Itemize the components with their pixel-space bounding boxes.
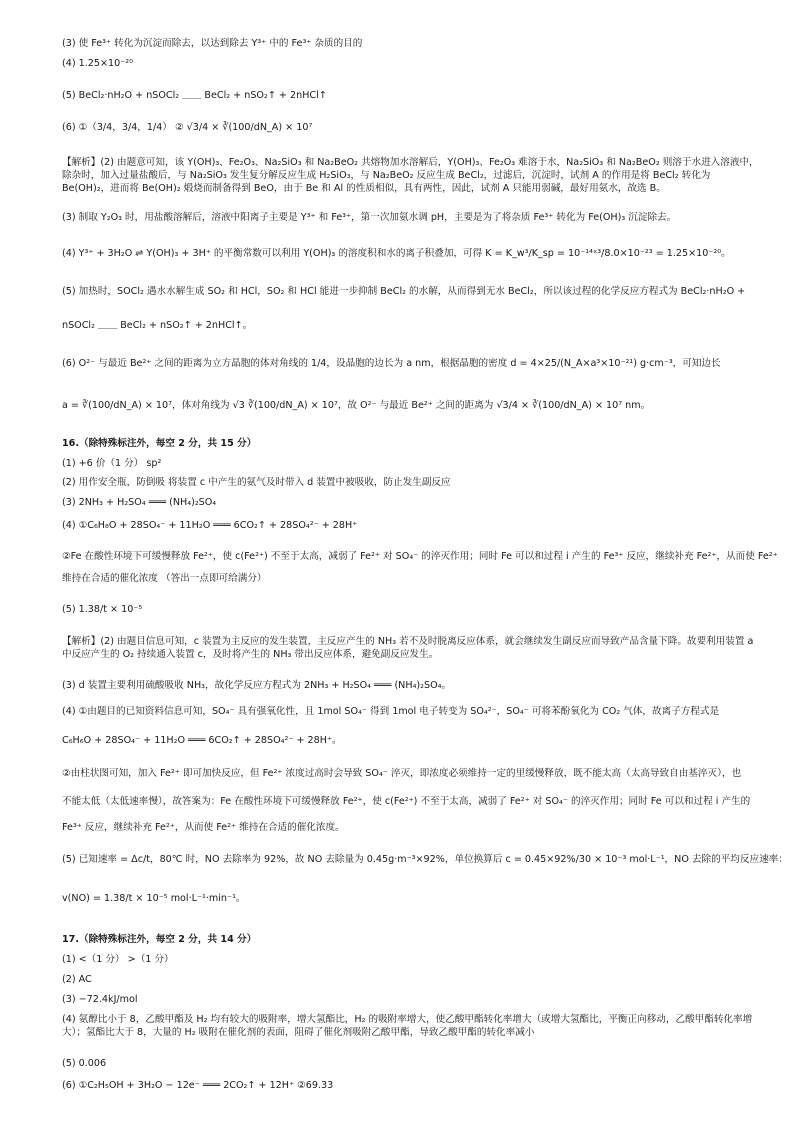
- analysis-16-4-2-end: Fe³⁺ 反应，继续补充 Fe²⁺，从而使 Fe²⁺ 维持在合适的催化浓度。: [62, 822, 345, 833]
- analysis-16-5-rate: v(NO) = 1.38/t × 10⁻⁵ mol·L⁻¹·min⁻¹。: [62, 893, 246, 904]
- analysis-15-6-distance: a = ∛(100/dN_A) × 10⁷，体对角线为 √3 ∛(100/dN_A) × 10⁷，故 O²⁻ 与最近 Be²⁺ 之间的距离为 √3/4 × ∛(100/dN_A) × 10⁷ nm。: [62, 400, 651, 411]
- analysis-16-2: 【解析】(2) 由题目信息可知，c 装置为主反应的发生装置，主反应产生的 NH₃ 若不及时脱离反应体系，就会继续发生副反应而导致产品含量下降。故要利用装置 a 中反应产生的 O₂ 持续通入装置 c，及时将产生的 NH₃ 带出反应体系，避免副反应发生。: [62, 636, 754, 660]
- analysis-16-5: (5) 已知速率 = Δc/t，80℃ 时，NO 去除率为 92%，故 NO 去除量为 0.45g·m⁻³×92%，单位换算后 c = 0.45×92%/30 × 10⁻³ mol·L⁻¹，NO 去除的平均反应速率：: [62, 854, 788, 865]
- answer-16-4-2: ②Fe 在酸性环境下可缓慢释放 Fe²⁺，使 c(Fe²⁺) 不至于太高，减弱了 Fe²⁺ 对 SO₄⁻ 的淬灭作用；同时 Fe 可以和过程 i 产生的 Fe³⁺ 反应，继续补充 Fe²⁺，从而使 Fe²⁺: [62, 551, 778, 562]
- analysis-15-5: (5) 加热时，SOCl₂ 遇水水解生成 SO₂ 和 HCl，SO₂ 和 HCl 能进一步抑制 BeCl₂ 的水解，从而得到无水 BeCl₂，所以该过程的化学反应方程式为 BeCl₂·nH₂O +: [62, 286, 746, 297]
- answer-17-1: (1) <（1 分） >（1 分）: [62, 954, 174, 965]
- analysis-16-4-1: (4) ①由题目的已知资料信息可知，SO₄⁻ 具有强氧化性，且 1mol SO₄⁻ 得到 1mol 电子转变为 SO₄²⁻，SO₄⁻ 可将苯酚氧化为 CO₂ 气体，故离子方程式是: [62, 706, 720, 717]
- answer-16-4-2-cont: 维持在合适的催化浓度 （答出一点即可给满分）: [62, 573, 267, 584]
- analysis-15-5-equation: nSOCl₂ ＿＿ BeCl₂ + nSO₂↑ + 2nHCl↑。: [62, 320, 253, 331]
- answer-16-3: (3) 2NH₃ + H₂SO₄ ═══ (NH₄)₂SO₄: [62, 497, 217, 508]
- answer-17-4: (4) 氨醇比小于 8，乙酸甲酯及 H₂ 均有较大的吸附率，增大氢酯比，H₂ 的吸附率增大，使乙酸甲酯转化率增大（或增大氢酯比，平衡正向移动，乙酸甲酯转化率增大）；氢酯比大于 8，大量的 H₂ 吸附在催化剂的表面，阻碍了催化剂吸附乙酸甲酯，导致乙酸甲酯的转化率减小: [62, 1014, 753, 1038]
- analysis-15-2: 【解析】(2) 由题意可知，该 Y(OH)₃、Fe₂O₃、Na₂SiO₃ 和 Na₂BeO₂ 共熔物加水溶解后，Y(OH)₃、Fe₂O₃ 难溶于水，Na₂SiO₃ 和 Na₂BeO₂ 则溶于水进入溶液中，除杂时，加入过量盐酸后，与 Na₂SiO₃ 发生复分解反应生成 H₂SiO₃，与 Na₂BeO₂ 反应生成 BeCl₂，过滤后，沉淀时，试剂 A 的作用是将 BeCl₂ 转化为 Be(OH)₂，进而将 Be(OH)₂ 煅烧而制备得到 BeO，由于 Be 和 Al 的性质相似，具有两性，因此，试剂 A 只能用弱碱，最好用氨水，故选 B。: [62, 157, 759, 194]
- answer-15-3: (3) 使 Fe³⁺ 转化为沉淀而除去，以达到除去 Y³⁺ 中的 Fe³⁺ 杂质的目的: [62, 38, 363, 49]
- answer-15-4: (4) 1.25×10⁻²⁰: [62, 58, 134, 69]
- analysis-15-3: (3) 制取 Y₂O₃ 时，用盐酸溶解后，溶液中阳离子主要是 Y³⁺ 和 Fe³⁺，第一次加氨水调 pH，主要是为了将杂质 Fe³⁺ 转化为 Fe(OH)₃ 沉淀除去。: [62, 212, 677, 223]
- analysis-16-4-2-cont: 不能太低（太低速率慢），故答案为：Fe 在酸性环境下可缓慢释放 Fe²⁺，使 c(Fe²⁺) 不至于太高，减弱了 Fe²⁺ 对 SO₄⁻ 的淬灭作用；同时 Fe 可以和过程 i 产生的: [62, 796, 751, 807]
- analysis-16-3: (3) d 装置主要利用硫酸吸收 NH₃，故化学反应方程式为 2NH₃ + H₂SO₄ ═══ (NH₄)₂SO₄。: [62, 680, 452, 691]
- answer-15-6: (6) ①（3/4，3/4，1/4） ② √3/4 × ∛(100/dN_A) × 10⁷: [62, 122, 313, 133]
- answer-16-5: (5) 1.38/t × 10⁻⁵: [62, 604, 143, 615]
- answer-16-4-1: (4) ①C₆H₈O + 28SO₄⁻ + 11H₂O ═══ 6CO₂↑ + 28SO₄²⁻ + 28H⁺: [62, 520, 358, 531]
- answer-16-1: (1) +6 价（1 分） sp²: [62, 458, 162, 469]
- answer-17-6: (6) ①C₂H₅OH + 3H₂O − 12e⁻ ═══ 2CO₂↑ + 12H⁺ ②69.33: [62, 1080, 334, 1091]
- question-17-header: 17.（除特殊标注外，每空 2 分，共 14 分）: [62, 934, 257, 945]
- answer-15-5-equation: (5) BeCl₂·nH₂O + nSOCl₂ ＿＿ BeCl₂ + nSO₂↑ + 2nHCl↑: [62, 90, 327, 101]
- analysis-16-4-2: ②由柱状图可知，加入 Fe²⁺ 即可加快反应，但 Fe²⁺ 浓度过高时会导致 SO₄⁻ 淬灭，即浓度必须维持一定的里缓慢释放，既不能太高（太高导致自由基淬灭），也: [62, 768, 742, 779]
- analysis-16-4-1-equation: C₆H₆O + 28SO₄⁻ + 11H₂O ═══ 6CO₂↑ + 28SO₄²⁻ + 28H⁺。: [62, 735, 342, 746]
- question-16-header: 16.（除特殊标注外，每空 2 分，共 15 分）: [62, 438, 257, 449]
- analysis-15-6-density: (6) O²⁻ 与最近 Be²⁺ 之间的距离为立方晶胞的体对角线的 1/4，设晶胞的边长为 a nm，根据晶胞的密度 d = 4×25/(N_A×a³×10⁻²¹) g·cm⁻³，可知边长: [62, 358, 721, 369]
- answer-17-2: (2) AC: [62, 974, 92, 985]
- analysis-15-4: (4) Y³⁺ + 3H₂O ⇌ Y(OH)₃ + 3H⁺ 的平衡常数可以利用 Y(OH)₃ 的溶度积和水的离子积叠加，可得 K = K_w³/K_sp = 10⁻¹⁴ˣ³/8.0×10⁻²³ = 1.25×10⁻²⁰。: [62, 248, 731, 259]
- answer-17-3: (3) −72.4kJ/mol: [62, 994, 138, 1005]
- answer-17-5: (5) 0.006: [62, 1058, 107, 1069]
- answer-16-2: (2) 用作安全瓶，防倒吸 将装置 c 中产生的氨气及时带入 d 装置中被吸收，防止发生副反应: [62, 477, 451, 488]
